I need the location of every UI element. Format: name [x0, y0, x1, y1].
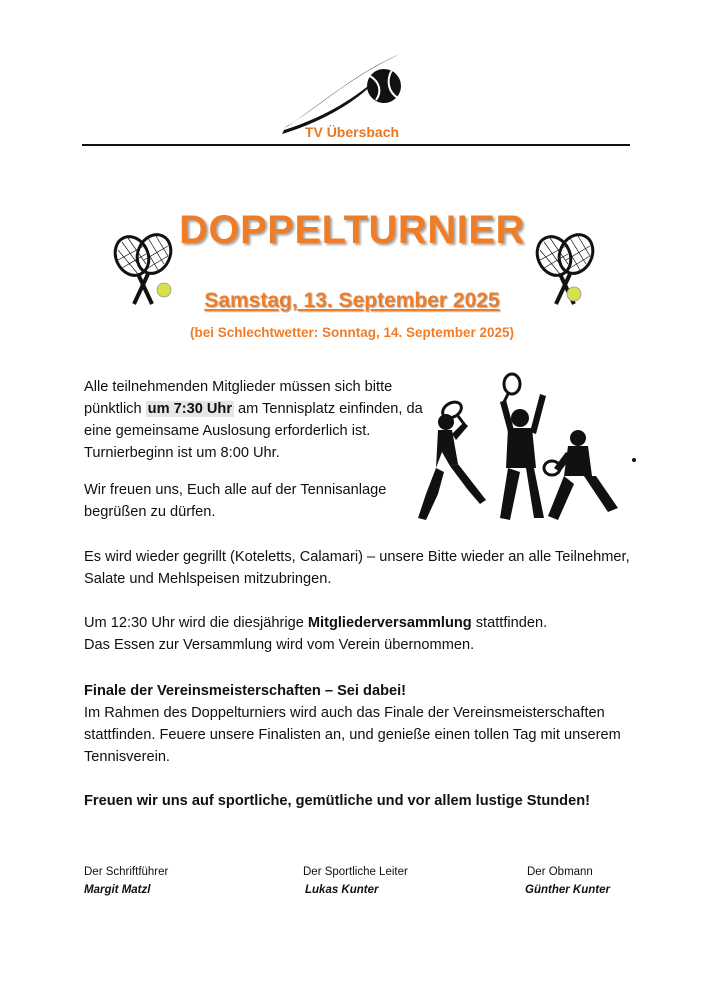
event-title: DOPPELTURNIER [179, 208, 525, 252]
intro-text-after: am Tennisplatz einfinden, da eine gemeinsame Auslosung erforderlich ist. Turnierbeginn ist um 8:00 Uhr. [84, 401, 423, 461]
welcome-paragraph: Wir freuen uns, Euch alle auf der Tennisanlage begrüßen zu dürfen. [84, 482, 387, 520]
final-body: Im Rahmen des Doppelturniers wird auch das Finale der Vereinsmeisterschaften stattfinden. Feuere unsere Finalisten an, und genieße einen tollen Tag mit unserem Tennisverein. [84, 705, 621, 765]
final-section [84, 680, 644, 768]
signature-role-chairman: Der Obmann [527, 866, 593, 878]
tennis-players-silhouette-icon [412, 372, 644, 524]
header-divider [82, 144, 630, 146]
assembly-text-after: stattfinden. [471, 615, 548, 631]
grill-paragraph: Es wird wieder gegrillt (Koteletts, Calamari) – unsere Bitte wieder an alle Teilnehmer, Salate und Mehlspeisen mitzubringen. [84, 549, 630, 587]
signature-name-sports-lead: Lukas Kunter [305, 884, 379, 896]
assembly-food-note: Das Essen zur Versammlung wird vom Verein übernommen. [84, 637, 475, 653]
final-heading: Finale der Vereinsmeisterschaften – Sei dabei! [84, 683, 407, 699]
intro-text-before: Alle teilnehmenden Mitglieder müssen sich bitte pünktlich [84, 379, 393, 417]
assembly-paragraph [84, 612, 644, 656]
signature-role-secretary: Der Schriftführer [84, 866, 169, 878]
signature-role-sports-lead: Der Sportliche Leiter [303, 866, 408, 878]
meeting-time-highlight: um 7:30 Uhr [147, 401, 232, 417]
intro-paragraph [84, 376, 424, 464]
assembly-text-before: Um 12:30 Uhr wird die diesjährige [84, 615, 308, 631]
signature-name-chairman: Günther Kunter [525, 884, 610, 896]
closing-line: Freuen wir uns auf sportliche, gemütliche und vor allem lustige Stunden! [84, 793, 590, 809]
rain-date: (bei Schlechtwetter: Sonntag, 14. September 2025) [189, 325, 515, 340]
assembly-keyword: Mitgliederversammlung [307, 615, 472, 631]
signature-name-secretary: Margit Matzl [84, 884, 151, 896]
event-date: Samstag, 13. September 2025 [204, 289, 500, 312]
club-name: TV Übersbach [304, 124, 400, 140]
